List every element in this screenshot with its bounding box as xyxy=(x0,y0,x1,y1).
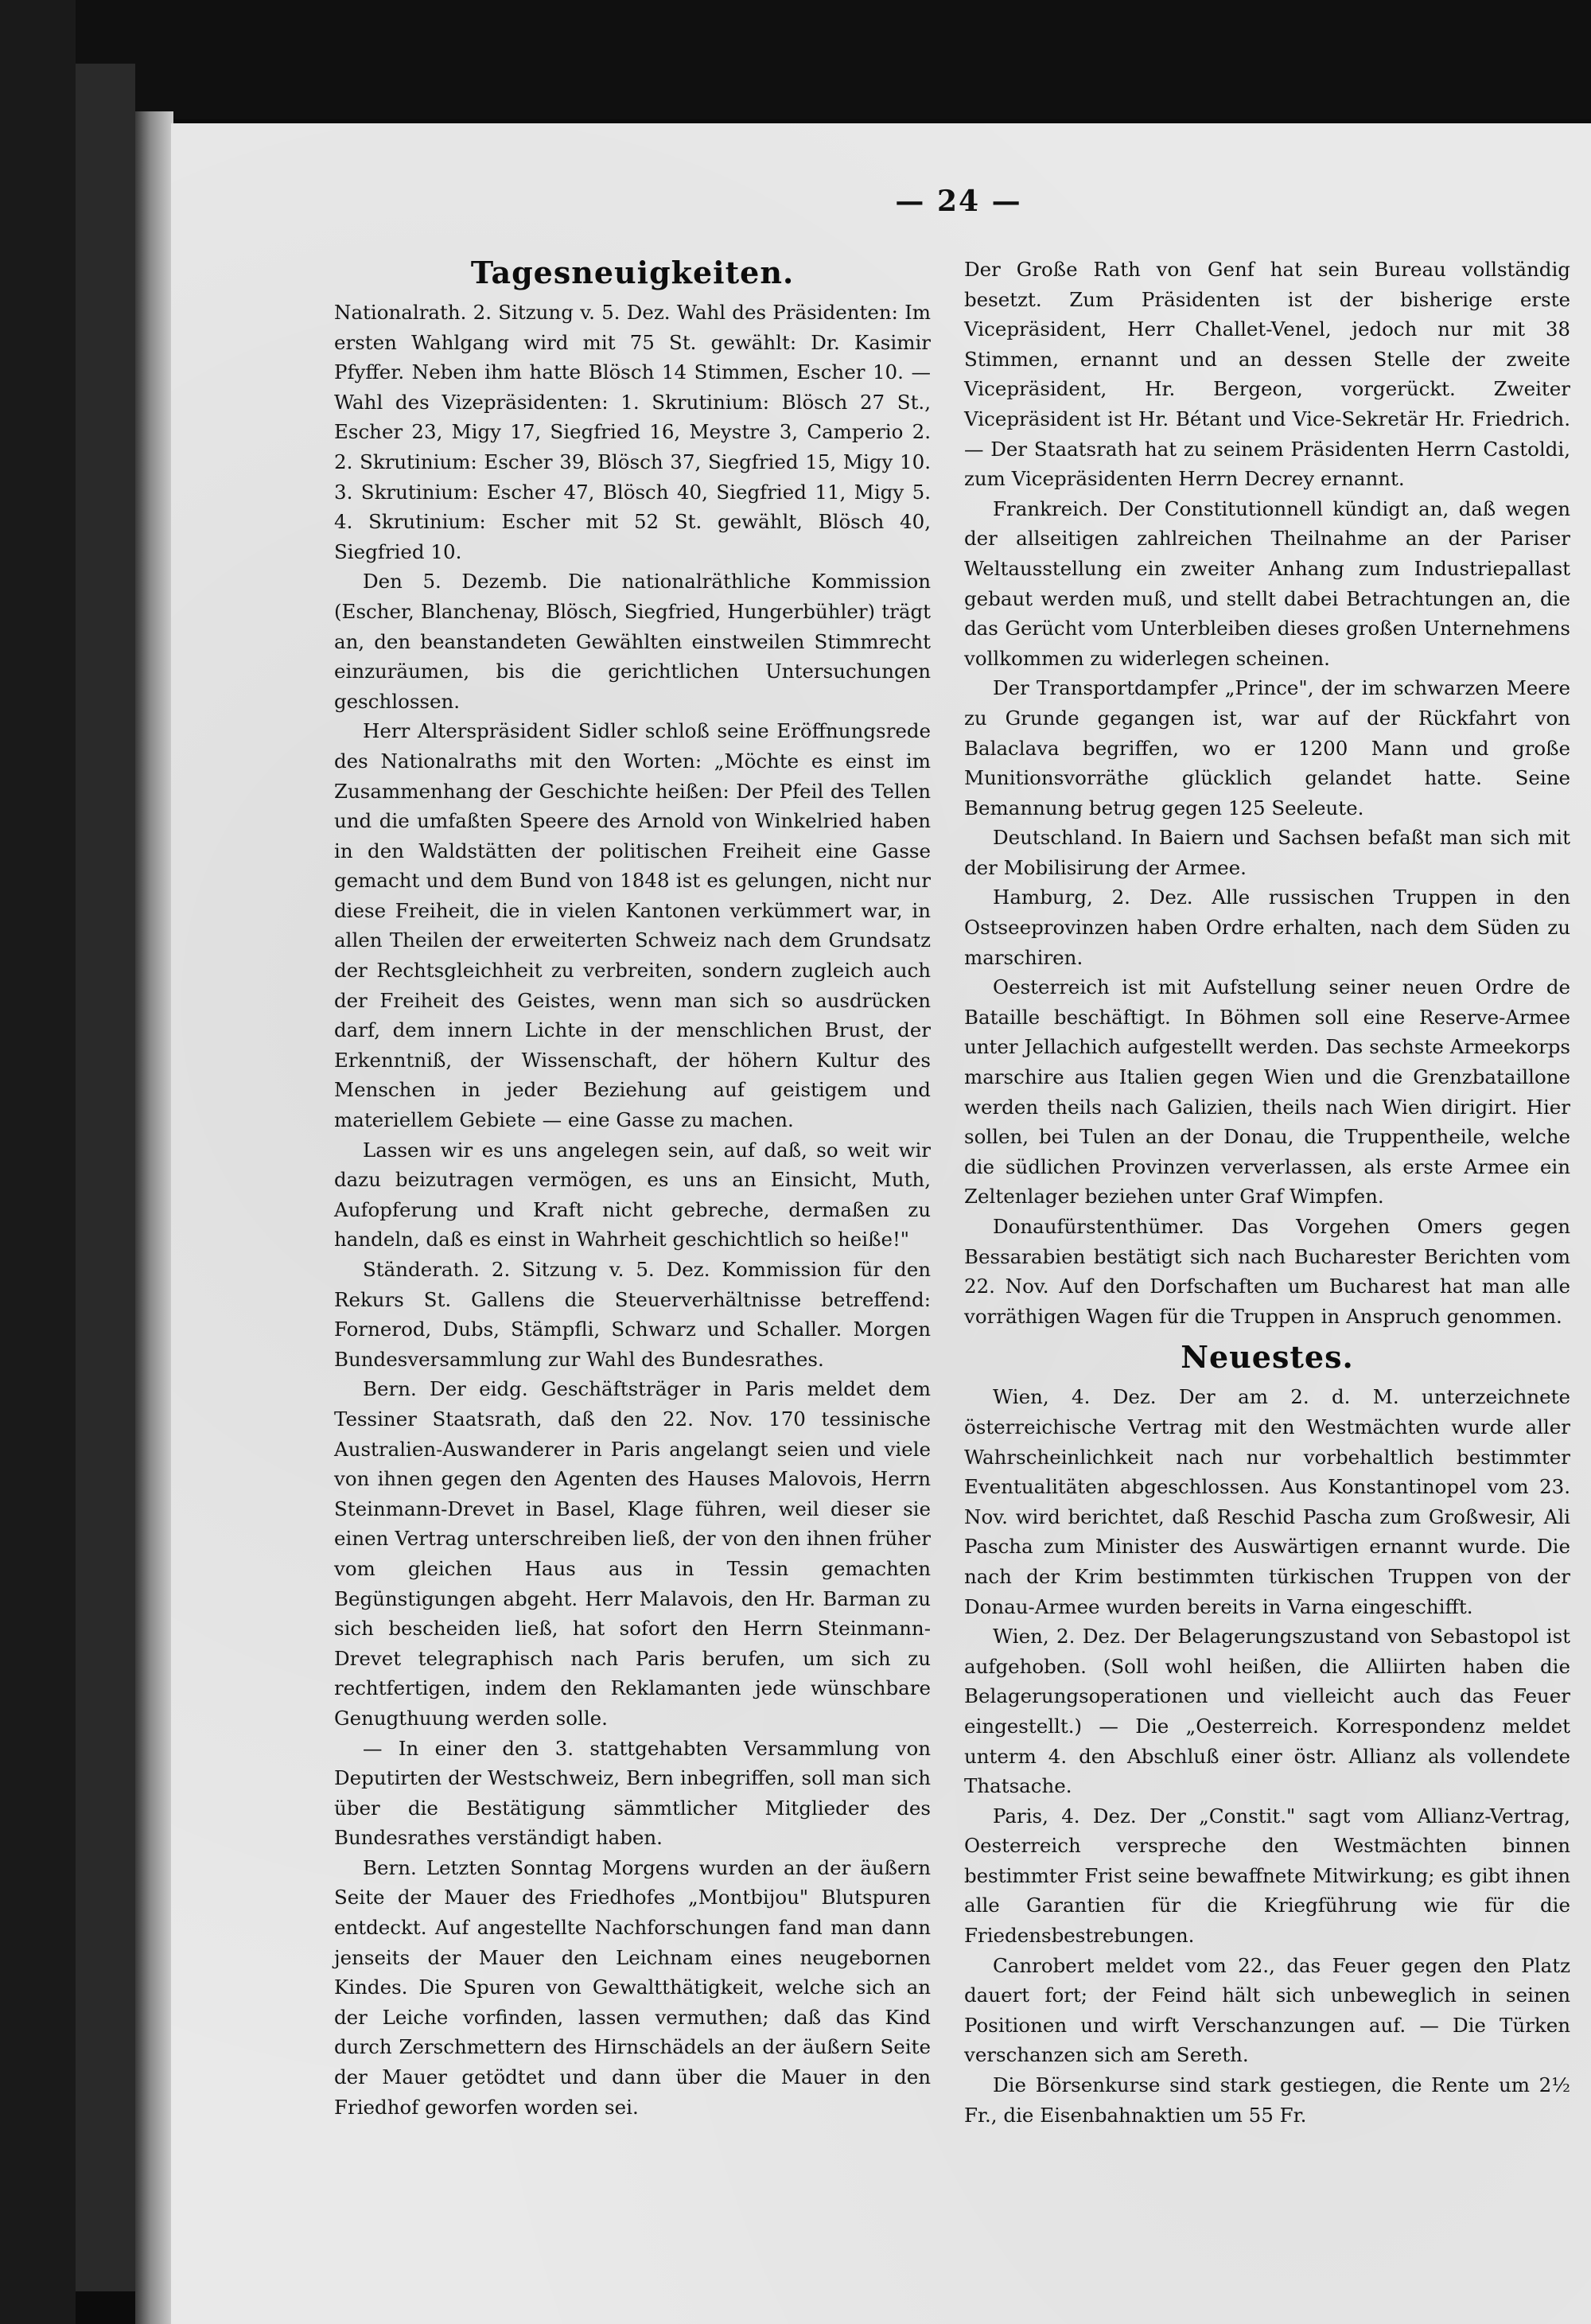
left-column xyxy=(334,255,931,2122)
article-paragraph: Paris, 4. Dez. Der „Constit." sagt vom Allianz-Vertrag, Oesterreich verspreche den Westmächten binnen bestimmter Frist seine bewaffnete Mitwirkung; es gibt ihnen alle Garantien für die Kriegführung wie für die Friedensbestrebungen. xyxy=(964,1804,1570,1948)
article-paragraph: Ständerath. 2. Sitzung v. 5. Dez. Kommission für den Rekurs St. Gallens die Steuerverhältnisse betreffend: Fornerod, Dubs, Stämpfli, Schwarz und Schaller. Morgen Bundesversammlung zur Wahl des Bundesrathes. xyxy=(334,1258,931,1371)
book-binding-edge xyxy=(76,64,135,2291)
article-paragraph: Frankreich. Der Constitutionnell kündigt an, daß wegen der allseitigen zahlreichen Theilnahme an der Pariser Weltausstellung ein zweiter Anhang zum Industriepallast gebaut werden muß, und stellt dabei Betrachtungen an, die das Gerücht vom Unterbleiben dieses großen Unternehmens vollkommen zu widerlegen scheinen. xyxy=(964,496,1570,670)
article-paragraph: Herr Alterspräsident Sidler schloß seine Eröffnungsrede des Nationalraths mit den Worten: „Möchte es einst im Zusammenhang der Geschichte heißen: Der Pfeil des Tellen und die umfaßten Speere des Arnold von Winkelried haben in den Waldstätten der politischen Freiheit eine Gasse gemacht und dem Bund von 1848 ist es gelungen, nicht nur diese Freiheit, die in vielen Kantonen verkümmert war, in allen Theilen der erweiterten Schweiz nach dem Grundsatz der Rechtsgleichheit zu verbreiten, sondern zugleich auch der Freiheit des Geistes, wenn man sich so ausdrücken darf, dem innern Lichte in der menschlichen Brust, der Erkenntniß, der Wissenschaft, der höhern Kultur des Menschen in jeder Beziehung auf geistigem und materiellem Gebiete — eine Gasse zu machen. xyxy=(334,719,931,1132)
article-paragraph: Bern. Der eidg. Geschäftsträger in Paris meldet dem Tessiner Staatsrath, daß den 22. Nov. 170 tessinische Australien-Auswanderer in Paris angelangt seien und viele von ihnen gegen den Agenten des Hauses Malovois, Herrn Steinmann-Drevet in Basel, Klage führen, weil dieser sie einen Vertrag unterschreiben ließ, der von den ihnen früher vom gleichen Haus aus in Tessin gemachten Begünstigungen abgeht. Herr Malavois, den Hr. Barman zu sich bescheiden ließ, hat sofort den Herrn Steinmann-Drevet telegraphisch nach Paris berufen, um sich zu rechtfertigen, indem den Reklamanten jede wünschbare Genugthuung werden solle. xyxy=(334,1377,931,1730)
scan-background xyxy=(0,0,1591,119)
article-paragraph: Canrobert meldet vom 22., das Feuer gegen den Platz dauert fort; der Feind hält sich unbeweglich in seinen Positionen und wirft Verschanzungen auf. — Die Türken verschanzen sich am Sereth. xyxy=(964,1953,1570,2067)
article-paragraph: Lassen wir es uns angelegen sein, auf daß, so weit wir dazu beizutragen vermögen, es uns an Einsicht, Muth, Aufopferung und Kraft nicht gebreche, dermaßen zu handeln, daß es einst in Wahrheit geschichtlich so heiße!" xyxy=(334,1138,931,1252)
article-paragraph: Der Große Rath von Genf hat sein Bureau vollständig besetzt. Zum Präsidenten ist der bisherige erste Vicepräsident, Herr Challet-Venel, jedoch nur mit 38 Stimmen, ernannt und an dessen Stelle der zweite Vicepräsident, Hr. Bergeon, vorgerückt. Zweiter Vicepräsident ist Hr. Bétant und Vice-Sekretär Hr. Friedrich. — Der Staatsrath hat zu seinem Präsidenten Herrn Castoldi, zum Vicepräsidenten Herrn Decrey ernannt. xyxy=(964,258,1570,491)
article-paragraph: Die Börsenkurse sind stark gestiegen, die Rente um 2½ Fr., die Eisenbahnaktien um 55 Fr. xyxy=(964,2073,1570,2127)
section-heading-tagesneuigkeiten: Tagesneuigkeiten. xyxy=(470,255,795,290)
article-paragraph: Wien, 4. Dez. Der am 2. d. M. unterzeichnete österreichische Vertrag mit den Westmächten wurde aller Wahrscheinlichkeit nach nur vorbehaltlich bestimmter Eventualitäten abgeschlossen. Aus Konstantinopel vom 23. Nov. wird berichtet, daß Reschid Pascha zum Großwesir, Ali Pascha zum Minister des Auswärtigen ernannt wurde. Die nach der Krim bestimmten türkischen Truppen von der Donau-Armee wurden bereits in Varna eingeschifft. xyxy=(964,1385,1570,1618)
article-paragraph: Der Transportdampfer „Prince", der im schwarzen Meere zu Grunde gegangen ist, war auf der Rückfahrt von Balaclava begriffen, wo er 1200 Mann und große Munitionsvorräthe glücklich gelandet hatte. Seine Bemannung betrug gegen 125 Seeleute. xyxy=(964,676,1570,819)
page-gutter xyxy=(135,111,173,2324)
article-paragraph: Hamburg, 2. Dez. Alle russischen Truppen in den Ostseeprovinzen haben Ordre erhalten, nach dem Süden zu marschiren. xyxy=(964,886,1570,969)
article-paragraph: — In einer den 3. stattgehabten Versammlung von Deputirten der Westschweiz, Bern inbegriffen, soll man sich über die Bestätigung sämmtlicher Mitglieder des Bundesrathes verständigt haben. xyxy=(334,1736,931,1850)
article-paragraph: Bern. Letzten Sonntag Morgens wurden an der äußern Seite der Mauer des Friedhofes „Montbijou" Blutspuren entdeckt. Auf angestellte Nachforschungen fand man dann jenseits der Mauer den Leichnam eines neugebornen Kindes. Die Spuren von Gewaltthätigkeit, welche sich an der Leiche vorfinden, lassen vermuthen; daß das Kind durch Zerschmettern des Hirnschädels an der äußern Seite der Mauer getödtet und dann über die Mauer in den Friedhof geworfen worden sei. xyxy=(334,1855,931,2119)
article-paragraph: Donaufürstenthümer. Das Vorgehen Omers gegen Bessarabien bestätigt sich nach Bucharester Berichten vom 22. Nov. Auf den Dorfschaften um Bucharest hat man alle vorräthigen Wagen für die Truppen in Anspruch genommen. xyxy=(964,1215,1570,1328)
book-spine-shadow xyxy=(0,0,76,2324)
page-number: — 24 — xyxy=(895,185,1022,218)
section-heading-neuestes: Neuestes. xyxy=(1181,1339,1354,1376)
right-column xyxy=(964,255,1570,2130)
article-paragraph: Den 5. Dezemb. Die nationalräthliche Kommission (Escher, Blanchenay, Blösch, Siegfried, Hungerbühler) trägt an, den beanstandeten Gewählten einstweilen Stimmrecht einzuräumen, bis die gerichtlichen Untersuchungen geschlossen. xyxy=(334,570,931,713)
article-paragraph: Wien, 2. Dez. Der Belagerungszustand von Sebastopol ist aufgehoben. (Soll wohl heißen, die Alliirten haben die Belagerungsoperationen und vielleicht auch das Feuer eingestellt.) — Die „Oesterreich. Korrespondenz meldet unterm 4. den Abschluß einer östr. Allianz als vollendete Thatsache. xyxy=(964,1625,1570,1798)
article-paragraph: Nationalrath. 2. Sitzung v. 5. Dez. Wahl des Präsidenten: Im ersten Wahlgang wird mit 75 St. gewählt: Dr. Kasimir Pfyffer. Neben ihm hatte Blösch 14 Stimmen, Escher 10. — Wahl des Vizepräsidenten: 1. Skrutinium: Blösch 27 St., Escher 23, Migy 17, Siegfried 16, Meystre 3, Camperio 2. 2. Skrutinium: Escher 39, Blösch 37, Siegfried 15, Migy 10. 3. Skrutinium: Escher 47, Blösch 40, Siegfried 11, Migy 5. 4. Skrutinium: Escher mit 52 St. gewählt, Blösch 40, Siegfried 10. xyxy=(334,301,931,563)
article-paragraph: Oesterreich ist mit Aufstellung seiner neuen Ordre de Bataille beschäftigt. In Böhmen soll eine Reserve-Armee unter Jellachich aufgestellt werden. Das sechste Armeekorps marschire aus Italien gegen Wien und die Grenzbataillone werden theils nach Galizien, theils nach Wien dirigirt. Hier sollen, bei Tulen an der Donau, die Truppentheile, welche die südlichen Provinzen ververlassen, als erste Armee ein Zeltenlager beziehen unter Graf Wimpfen. xyxy=(964,975,1570,1209)
article-paragraph: Deutschland. In Baiern und Sachsen befaßt man sich mit der Mobilisirung der Armee. xyxy=(964,826,1570,879)
